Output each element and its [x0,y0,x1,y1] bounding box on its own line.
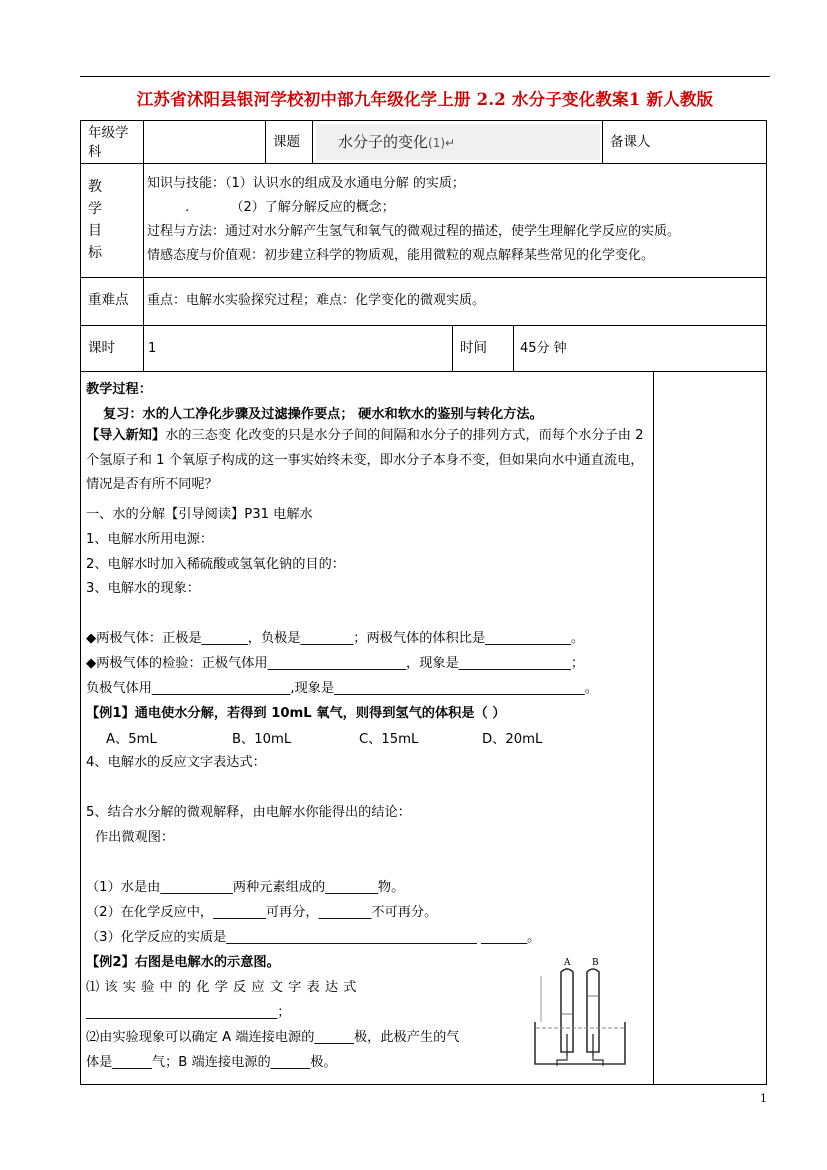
two-poles-gas: ◆两极气体：正极是_______，负极是________；两极气体的体积比是_____________。 [86,631,585,646]
process-heading: 教学过程： [86,382,152,397]
col-divider [513,325,514,371]
conclusion-2: （2）在化学反应中，________可再分，________不可再分。 [86,905,438,920]
grade-subject-label: 年级学科 [88,125,129,160]
period-value: 1 [148,341,157,356]
col-divider [452,325,453,371]
example-1 [86,702,506,721]
lesson-topic-text: 水分子的变化 [338,133,429,151]
review-line [103,403,543,422]
question-phenomenon: 3、电解水的现象： [86,581,200,596]
section-water-decomposition: 一、水的分解【引导阅读】P31 电解水 [86,507,313,522]
lesson-topic [316,124,600,160]
period-label: 课时 [88,340,115,356]
conclusion-1: （1）水是由___________两种元素组成的________物。 [86,880,405,895]
goals-label-char: 目 [88,223,102,239]
example-1-option-c: C、15mL [359,732,419,747]
goals-label-char: 标 [88,245,102,261]
intro-text: 水的三态变 化改变的只是水分子间的间隔和水分子的排列方式，而每个水分子由 2 个氢原子和 1 个氧原子构成的这一事实始终未变，即水分子本身不变，但如果向水中通直流电，情况是否有所不同呢？ [86,428,644,492]
topic-label: 课题 [273,134,300,150]
example-2-question-2-line-2: 体是______气；B 端连接电源的______极。 [86,1055,337,1070]
col-divider [653,371,654,1085]
gas-test-line-2: 负极气体用_____________________,现象是______________________________________。 [86,681,598,696]
goals-label-char: 教 [88,179,102,195]
col-divider [143,120,144,371]
row-divider [80,277,767,278]
document-title: 江苏省沭阳县银河学校初中部九年级化学上册 2.2 水分子变化教案1 新人教版 [136,90,714,109]
page-number: 1 [760,1092,767,1105]
goal-knowledge: 知识与技能：（1）认识水的组成及水通电分解 的实质； [147,176,465,191]
header-rule [80,76,770,77]
col-divider [602,120,603,163]
gas-test-line-1: ◆两极气体的检验：正极气体用_____________________，现象是_________________； [86,656,585,671]
row-divider [80,325,767,326]
goal-process: 过程与方法：通过对水分解产生氢气和氧气的微观过程的描述，使学生理解化学反应的实质。 [147,224,681,239]
example-2-question-1-blank: _____________________________； [86,1005,291,1020]
question-conclusion: 5、结合水分解的微观解释，由电解水你能得出的结论： [86,805,411,820]
intro-paragraph [86,424,648,498]
time-label: 时间 [460,340,487,356]
example-1-text: 【例1】通电使水分解，若得到 10mL 氧气，则得到氢气的体积是（ ） [86,706,506,721]
example-2: 【例2】右图是电解水的示意图。 [86,955,280,970]
row-divider [80,163,767,164]
preparer-label: 备课人 [610,134,651,150]
col-divider [265,120,266,163]
conclusion-3: （3）化学反应的实质是______________________________________ _______。 [86,930,541,945]
row-divider [80,371,767,372]
review-text: 复习：水的人工净化步骤及过滤操作要点； 硬水和软水的鉴别与转化方法。 [103,407,543,422]
example-1-option-d: D、20mL [482,732,543,747]
question-word-equation: 4、电解水的反应文字表达式： [86,755,266,770]
example-1-option-a: A、5mL [106,732,157,747]
intro-tag: 【导入新知】 [86,428,166,443]
goal-emotion: 情感态度与价值观：初步建立科学的物质观，能用微粒的观点解释某些常见的化学变化。 [147,248,655,263]
lesson-topic-suffix: (1)↵ [428,136,456,150]
difficulty-label: 重难点 [88,292,129,308]
question-power-source: 1、电解水所用电源： [86,532,214,547]
example-2-question-1: ⑴ 该 实 验 中 的 化 学 反 应 文 字 表 达 式 [86,980,357,995]
difficulty-text: 重点：电解水实验探究过程；难点：化学变化的微观实质。 [147,293,486,308]
goal-knowledge-2: . （2）了解分解反应的概念； [185,200,395,215]
time-value: 45分 钟 [520,341,567,356]
diagram-label-a: A [564,958,571,968]
question-additive: 2、电解水时加入稀硫酸或氢氧化钠的目的： [86,557,345,572]
example-1-option-b: B、10mL [232,732,292,747]
col-divider [312,120,313,163]
example-2-question-2-line-1: ⑵由实验现象可以确定 A 端连接电源的______极，此极产生的气 [86,1030,460,1045]
goals-label-char: 学 [88,201,102,217]
electrolysis-apparatus-diagram [527,956,631,1068]
micro-diagram-prompt: 作出微观图： [95,830,175,845]
diagram-label-b: B [592,958,599,968]
